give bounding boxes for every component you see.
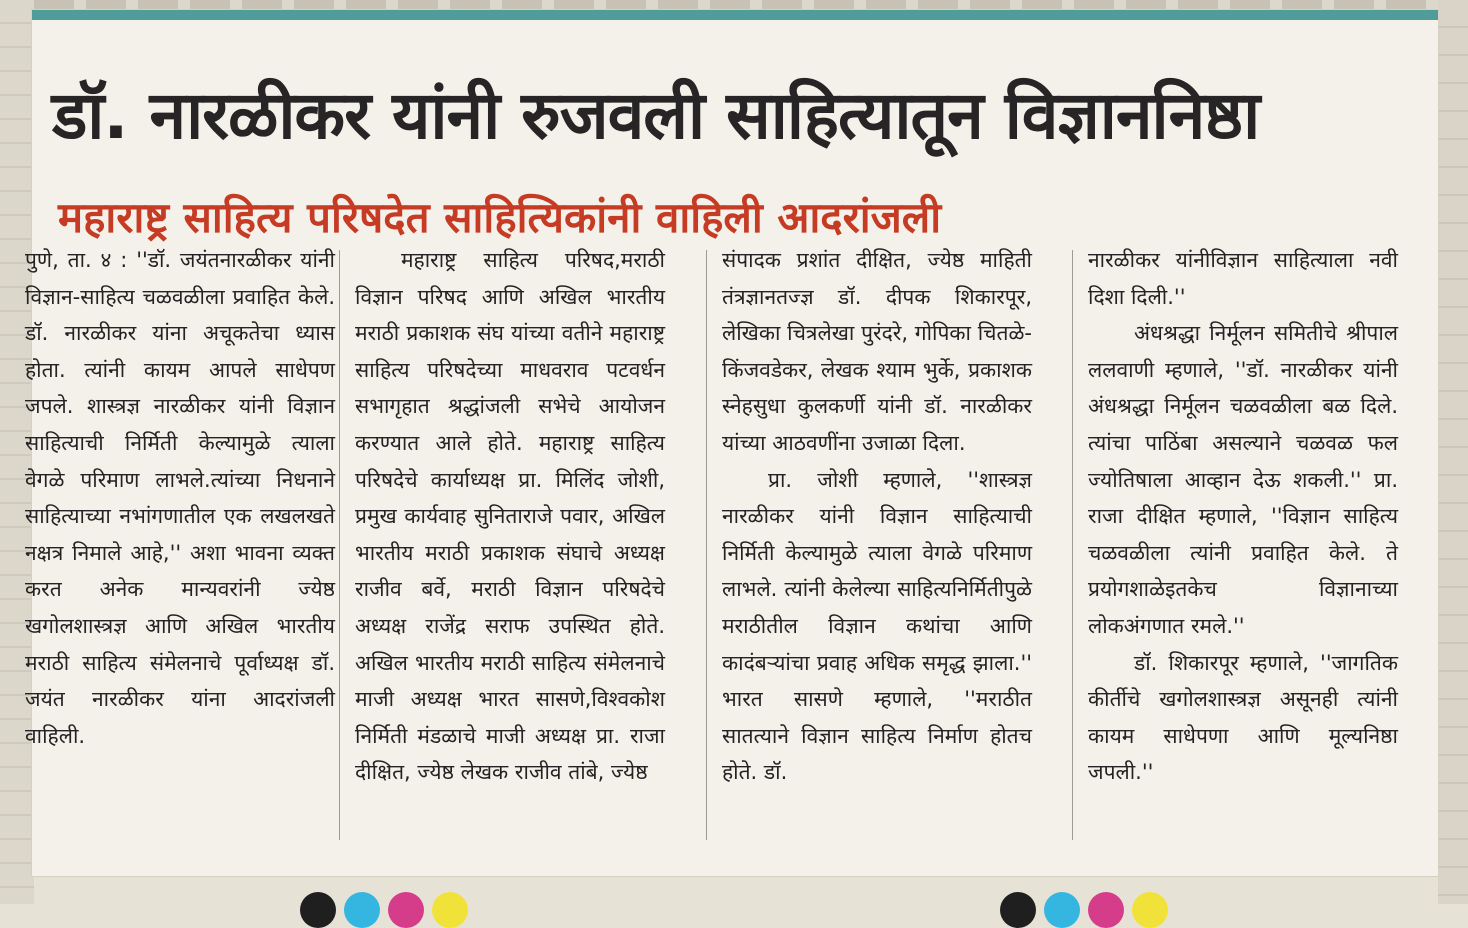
registration-dot	[300, 892, 336, 928]
headline: डॉ. नारळीकर यांनी रुजवली साहित्यातून विज्ञाननिष्ठा	[52, 77, 1260, 154]
article-column-2	[355, 242, 665, 791]
article-column-3	[722, 242, 1032, 791]
registration-dot	[344, 892, 380, 928]
subheadline: महाराष्ट्र साहित्य परिषदेत साहित्यिकांनी वाहिली आदरांजली	[58, 193, 942, 242]
column-divider	[1072, 250, 1073, 840]
registration-dot	[1088, 892, 1124, 928]
column-divider	[706, 250, 707, 840]
print-registration-marks	[0, 880, 1468, 904]
column-2-paragraph-1: महाराष्ट्र साहित्य परिषद,मराठी विज्ञान परिषद आणि अखिल भारतीय मराठी प्रकाशक संघ यांच्या वतीने महाराष्ट्र साहित्य परिषदेच्या माधवराव पटवर्धन सभागृहात श्रद्धांजली सभेचे आयोजन करण्यात आले होते. महाराष्ट्र साहित्य परिषदेचे कार्याध्यक्ष प्रा. मिलिंद जोशी, प्रमुख कार्यवाह सुनिताराजे पवार, अखिल भारतीय मराठी प्रकाशक संघाचे अध्यक्ष राजीव बर्वे, मराठी विज्ञान परिषदेचे अध्यक्ष राजेंद्र सराफ उपस्थित होते. अखिल भारतीय मराठी साहित्य संमेलनाचे माजी अध्यक्ष भारत सासणे,विश्वकोश निर्मिती मंडळाचे माजी अध्यक्ष प्रा. राजा दीक्षित, ज्येष्ठ लेखक राजीव तांबे, ज्येष्ठ	[355, 248, 665, 785]
column-4-paragraph-2: अंधश्रद्धा निर्मूलन समितीचे श्रीपाल ललवाणी म्हणाले, ''डॉ. नारळीकर यांनी अंधश्रद्धा निर्मूलन चळवळीला बळ दिले. त्यांचा पाठिंबा असल्याने चळवळ फल ज्योतिषाला आव्हान देऊ शकली.'' प्रा. राजा दीक्षित म्हणाले, ''विज्ञान साहित्य चळवळीला त्यांनी प्रवाहित केले. ते प्रयोगशाळेइतकेच विज्ञानाच्या लोकअंगणात रमले.''	[1088, 321, 1398, 638]
column-1-paragraph-1: पुणे, ता. ४ : ''डॉ. जयंतनारळीकर यांनी विज्ञान-साहित्य चळवळीला प्रवाहित केले. डॉ. नारळीकर यांना अचूकतेचा ध्यास होता. त्यांनी कायम आपले साधेपण जपले. शास्त्रज्ञ नारळीकर यांनी विज्ञान साहित्याची निर्मिती केल्यामुळे त्याला वेगळे परिमाण लाभले.त्यांच्या निधनाने साहित्याच्या नभांगणातील एक लखलखते नक्षत्र निमाले आहे,'' अशा भावना व्यक्त करत अनेक मान्यवरांनी ज्येष्ठ खगोलशास्त्रज्ञ आणि अखिल भारतीय मराठी साहित्य संमेलनाचे पूर्वाध्यक्ष डॉ. जयंत नारळीकर यांना आदरांजली वाहिली.	[25, 248, 335, 748]
column-3-paragraph-2: प्रा. जोशी म्हणाले, ''शास्त्रज्ञ नारळीकर यांनी विज्ञान साहित्याची निर्मिती केल्यामुळे त्याला वेगळे परिमाण लाभले. त्यांनी केलेल्या साहित्यनिर्मितीपुळे मराठीतील विज्ञान कथांचा आणि कादंबऱ्यांचा प्रवाह अधिक समृद्ध झाला.'' भारत सासणे म्हणाले, ''मराठीत सातत्याने विज्ञान साहित्य निर्माण होतच होते. डॉ.	[722, 467, 1032, 785]
column-4-paragraph-1: नारळीकर यांनीविज्ञान साहित्याला नवी दिशा दिली.''	[1088, 248, 1398, 309]
adjacent-page-top	[34, 0, 1438, 10]
registration-dot	[432, 892, 468, 928]
column-4-paragraph-3: डॉ. शिकारपूर म्हणाले, ''जागतिक कीर्तीचे खगोलशास्त्रज्ञ असूनही त्यांनी कायम साधेपणा आणि मूल्यनिष्ठा जपली.''	[1088, 650, 1398, 785]
article-column-1	[25, 242, 335, 754]
column-divider	[339, 250, 340, 840]
registration-dot	[1132, 892, 1168, 928]
registration-dot	[1044, 892, 1080, 928]
column-3-paragraph-1: संपादक प्रशांत दीक्षित, ज्येष्ठ माहिती तंत्रज्ञानतज्ज्ञ डॉ. दीपक शिकारपूर, लेखिका चित्रलेखा पुरंदरे, गोपिका चितळे-किंजवडेकर, लेखक श्याम भुर्के, प्रकाशक स्नेहसुधा कुलकर्णी यांनी डॉ. नारळीकर यांच्या आठवणींना उजाळा दिला.	[722, 248, 1032, 455]
registration-dot	[1000, 892, 1036, 928]
accent-bar	[32, 10, 1438, 20]
adjacent-page-right	[1438, 0, 1468, 904]
article-column-4	[1088, 242, 1398, 791]
registration-dot	[388, 892, 424, 928]
